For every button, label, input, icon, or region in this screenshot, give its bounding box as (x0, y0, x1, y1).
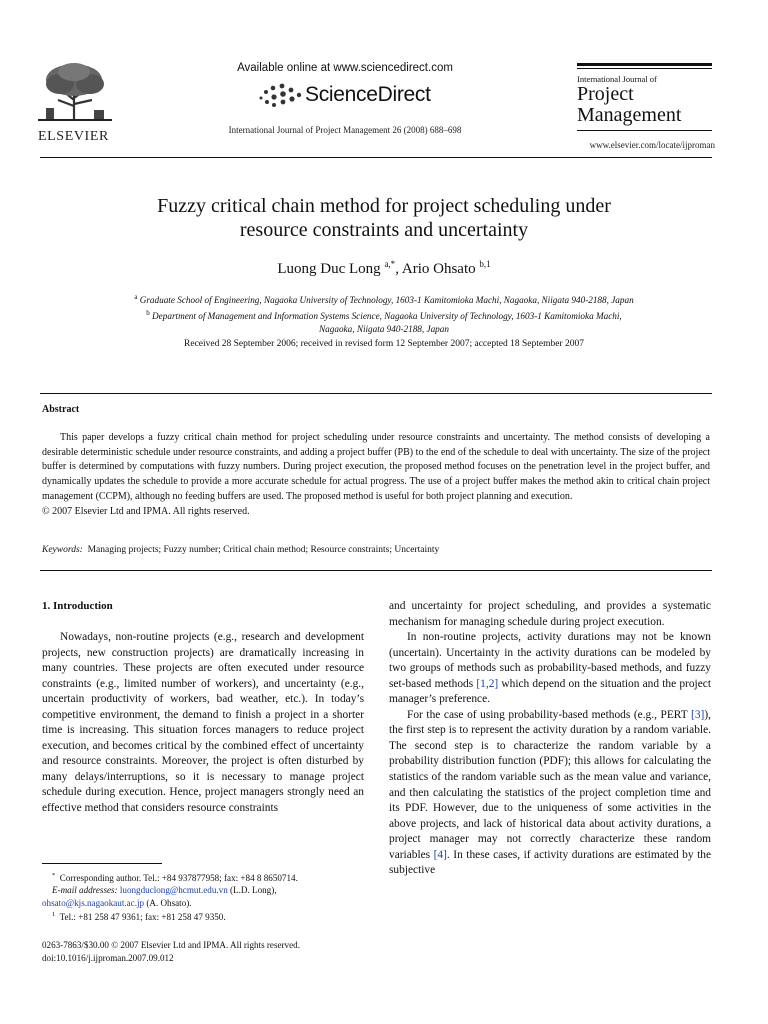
journal-citation: International Journal of Project Management 26 (2008) 688–698 (228, 125, 462, 135)
abstract-text: This paper develops a fuzzy critical chain method for project scheduling under resource constraints and uncertainty. The method consists of developing a desirable deterministic schedule under resource constraints, and adding a project buffer (PB) to the end of the schedule to deal with uncertainty. The size of the project buffer is determined by computations with fuzzy numbers. During project execution, the proposed method focuses on the penetration level in the project buffer, and dynamically updates the schedule to provide a more accurate schedule for actual progress. The use of a project buffer makes the method akin to critical chain project management (CCPM), although no feeding buffers are used. The proposed method is useful for both project planning and execution. (42, 432, 710, 502)
email-owner-1: (L.D. Long), (227, 885, 277, 896)
email-label: E-mail addresses: (52, 885, 118, 896)
doi-link[interactable]: doi:10.1016/j.ijproman.2007.09.012 (42, 953, 174, 963)
author-list (60, 259, 708, 278)
affiliation-a-text: Graduate School of Engineering, Nagaoka University of Technology, 1603-1 Kamitomioka Machi, Nagaoka, Niigata 940-2188, Japan (139, 295, 634, 306)
journal-url-link[interactable]: www.elsevier.com/locate/ijproman (589, 140, 715, 150)
footnotes (42, 870, 364, 924)
email-link-2[interactable]: ohsato@kjs.nagaokaut.ac.jp (42, 897, 145, 908)
footnote-mark: * (52, 872, 56, 879)
footnote-text: Corresponding author. Tel.: +84 937877958; fax: +84 8 8650714. (59, 873, 298, 884)
intro-paragraph-3 (389, 708, 711, 879)
affiliation-b-text: Department of Management and Information Systems Science, Nagaoka University of Technology, 1603-1 Kamitomioka Machi, (152, 311, 622, 322)
paragraph-text: For the case of using probability-based methods (e.g., PERT (407, 708, 692, 721)
paragraph-text: which depend on the situation and the project manager’s preference. (389, 677, 711, 706)
journal-box-title-2: Management (577, 104, 682, 126)
affiliation-b (60, 307, 708, 323)
right-column (389, 599, 711, 879)
affiliation-a (60, 291, 708, 307)
footnote-mark: 1 (52, 911, 56, 919)
journal-box-small: International Journal of (577, 74, 657, 84)
elsevier-logo (38, 60, 118, 145)
title-line-2: resource constraints and uncertainty (239, 219, 529, 241)
journal-box-rule (577, 63, 712, 66)
citation-link[interactable]: [4] (433, 848, 447, 861)
paragraph-text: In non-routine projects, activity durations may not be known (uncertain). Uncertainty in the activity durations can be modeled by two groups of methods such as probability-based methods, and fuzzy set-based methods (389, 631, 711, 690)
author-separator: , (395, 261, 402, 277)
sciencedirect-logo (257, 80, 431, 110)
available-online-text: Available online at www.sciencedirect.com (237, 62, 453, 74)
citation-link[interactable]: [1,2] (476, 677, 499, 690)
journal-title-box (577, 63, 712, 131)
author-2-marks[interactable]: b,1 (479, 259, 491, 269)
article-title (60, 194, 708, 242)
footnote-text: Tel.: +81 258 47 9361; fax: +81 258 47 9350. (59, 912, 226, 923)
email-link-1[interactable]: luongduclong@hcmut.edu.vn (119, 885, 228, 896)
left-column (42, 630, 364, 817)
front-matter (42, 939, 442, 965)
abstract-copyright: © 2007 Elsevier Ltd and IPMA. All rights reserved. (42, 505, 250, 517)
author-2[interactable]: Ario Ohsato (401, 261, 476, 277)
abstract-body (42, 431, 710, 519)
footnote-1 (42, 909, 364, 923)
email-owner-2: (A. Ohsato). (144, 897, 192, 908)
abstract-top-rule (40, 393, 712, 394)
affiliation-a-mark: a (134, 293, 138, 301)
section-heading: 1. Introduction (42, 600, 113, 612)
received-dates: Received 28 September 2006; received in revised form 12 September 2007; accepted 18 September 2007 (184, 339, 584, 349)
elsevier-tree-icon (38, 60, 112, 122)
affiliations (60, 291, 708, 336)
paragraph-text: . In these cases, if activity durations are estimated by the subjective (389, 848, 711, 877)
elsevier-wordmark: ELSEVIER (38, 129, 109, 144)
affiliation-b-line-2: Nagaoka, Niigata 940-2188, Japan (319, 324, 449, 335)
journal-box-rule (577, 130, 712, 131)
keywords-list: Managing projects; Fuzzy number; Critical chain method; Resource constraints; Uncertainty (87, 545, 440, 555)
intro-paragraph-continued: and uncertainty for project scheduling, and provides a systematic mechanism for managing schedule during project execution. (389, 600, 711, 628)
issn-line: 0263-7863/$30.00 © 2007 Elsevier Ltd and IPMA. All rights reserved. (42, 940, 300, 950)
footnote-emails (42, 884, 364, 909)
sciencedirect-dots-icon (257, 82, 303, 108)
citation-link[interactable]: [3] (691, 708, 705, 721)
intro-paragraph-1: Nowadays, non-routine projects (e.g., research and development projects, new construction projects) are dramatically increasing in many countries. These projects are often executed under resource constraints (e.g., limited number of workers), and uncertainty (e.g., uncertain productivity of workers, bad weather, etc.). In today’s competitive environment, the demand to finish a project in a shorter time is increasing. This situation forces managers to reduce project execution, and becomes critical by the combined effect of uncertainty and resource constraints. Moreover, the project is often disturbed by many delays/interruptions, so it is necessary to manage project schedule during execution. Hence, project managers strongly need an effective method that considers resource constraints (42, 631, 364, 815)
footnote-corresponding (42, 870, 364, 884)
header-divider (40, 157, 712, 158)
intro-paragraph-2 (389, 630, 711, 708)
abstract-bottom-rule (40, 570, 712, 571)
keywords (42, 545, 710, 555)
keywords-label: Keywords: (42, 545, 83, 555)
sciencedirect-wordmark: ScienceDirect (305, 83, 431, 106)
journal-box-title-1: Project (577, 83, 634, 105)
title-line-1: Fuzzy critical chain method for project scheduling under (157, 195, 611, 217)
author-1-marks[interactable]: a,* (384, 259, 396, 269)
abstract-heading: Abstract (42, 404, 80, 415)
journal-box-rule (577, 68, 712, 69)
paragraph-text: ), the first step is to represent the activity duration by a random variable. The second step is to characterize the random variable by a probability distribution function (PDF); this allows for calculating the statistics of the random variable such as the mean value and variance, and then calculating the statistics of the project completion time and its PDF. However, due to the uniqueness of some activities in the above projects, and lack of historical data about activity durations, a project manager may not correctly characterize these random variables (389, 708, 711, 861)
affiliation-b-mark: b (146, 309, 150, 318)
footnote-rule (42, 863, 162, 864)
author-1[interactable]: Luong Duc Long (277, 261, 381, 277)
